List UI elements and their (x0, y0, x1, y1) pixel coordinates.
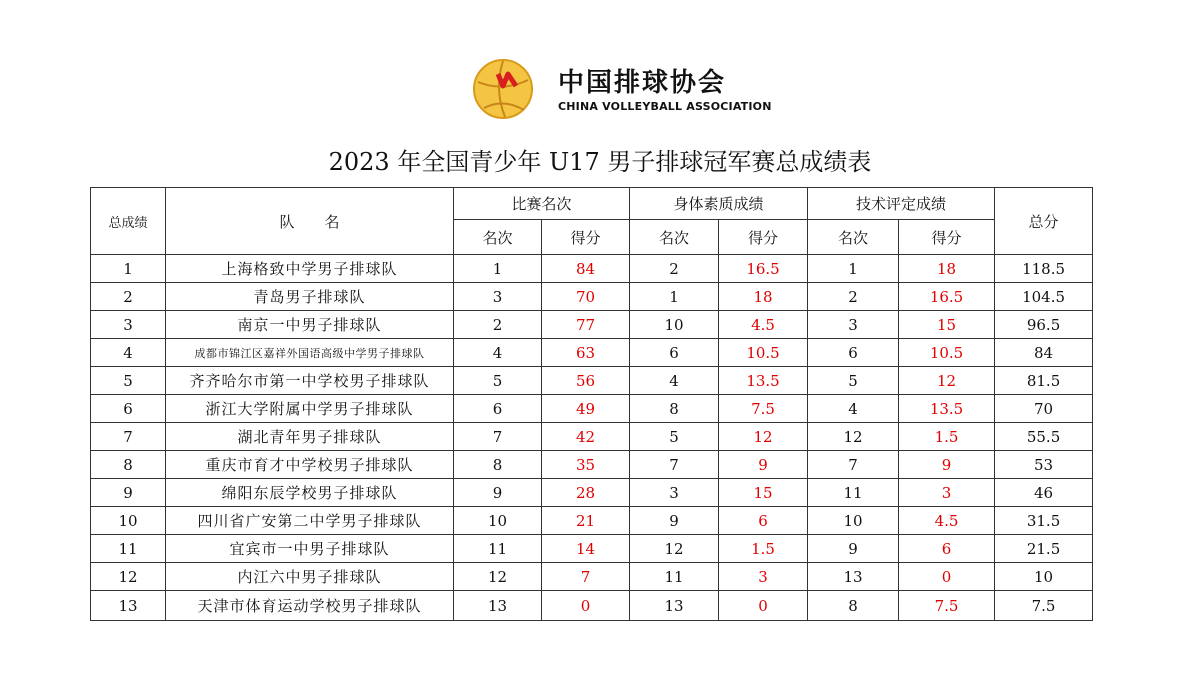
match-rank-cell: 10 (454, 507, 542, 535)
technical-points-cell: 0 (899, 563, 995, 591)
total-score-cell: 21.5 (995, 535, 1093, 563)
team-name-cell: 浙江大学附属中学男子排球队 (166, 395, 454, 423)
physical-points-cell: 13.5 (719, 367, 808, 395)
match-rank-cell: 6 (454, 395, 542, 423)
physical-points-cell: 18 (719, 283, 808, 311)
table-row (91, 507, 1093, 535)
total-score-cell: 81.5 (995, 367, 1093, 395)
technical-points-cell: 13.5 (899, 395, 995, 423)
physical-rank-cell: 9 (630, 507, 719, 535)
team-name-cell: 宜宾市一中男子排球队 (166, 535, 454, 563)
match-points-cell: 77 (542, 311, 630, 339)
table-row (91, 311, 1093, 339)
physical-points-cell: 1.5 (719, 535, 808, 563)
physical-points-cell: 10.5 (719, 339, 808, 367)
overall-rank-cell: 3 (91, 311, 166, 339)
physical-points-cell: 12 (719, 423, 808, 451)
match-points-cell: 14 (542, 535, 630, 563)
table-row (91, 591, 1093, 621)
technical-points-cell: 15 (899, 311, 995, 339)
match-rank-cell: 13 (454, 591, 542, 621)
total-score-cell: 70 (995, 395, 1093, 423)
total-score-cell: 104.5 (995, 283, 1093, 311)
logo-english-name: CHINA VOLLEYBALL ASSOCIATION (558, 100, 772, 113)
table-row (91, 367, 1093, 395)
physical-rank-cell: 2 (630, 255, 719, 283)
table-row (91, 479, 1093, 507)
overall-rank-cell: 12 (91, 563, 166, 591)
header-row-top (91, 188, 1093, 220)
physical-points-cell: 4.5 (719, 311, 808, 339)
technical-rank-cell: 13 (808, 563, 899, 591)
physical-points-cell: 0 (719, 591, 808, 621)
table-row (91, 283, 1093, 311)
table-row (91, 451, 1093, 479)
technical-rank-cell: 1 (808, 255, 899, 283)
match-rank-cell: 7 (454, 423, 542, 451)
volleyball-emblem-icon (472, 58, 534, 120)
physical-points-cell: 3 (719, 563, 808, 591)
technical-points-cell: 10.5 (899, 339, 995, 367)
team-name-cell: 齐齐哈尔市第一中学校男子排球队 (166, 367, 454, 395)
physical-points-cell: 6 (719, 507, 808, 535)
overall-rank-cell: 9 (91, 479, 166, 507)
physical-points-cell: 15 (719, 479, 808, 507)
results-table (90, 187, 1093, 621)
overall-rank-cell: 10 (91, 507, 166, 535)
overall-rank-cell: 11 (91, 535, 166, 563)
technical-points-cell: 4.5 (899, 507, 995, 535)
overall-rank-cell: 5 (91, 367, 166, 395)
match-rank-cell: 2 (454, 311, 542, 339)
physical-points-cell: 7.5 (719, 395, 808, 423)
table-row (91, 395, 1093, 423)
overall-rank-cell: 1 (91, 255, 166, 283)
match-points-cell: 84 (542, 255, 630, 283)
match-points-cell: 49 (542, 395, 630, 423)
technical-rank-cell: 10 (808, 507, 899, 535)
team-name-cell: 四川省广安第二中学男子排球队 (166, 507, 454, 535)
physical-points-cell: 9 (719, 451, 808, 479)
physical-rank-cell: 11 (630, 563, 719, 591)
team-name-cell: 重庆市育才中学校男子排球队 (166, 451, 454, 479)
match-points-cell: 7 (542, 563, 630, 591)
match-rank-cell: 12 (454, 563, 542, 591)
technical-points-cell: 7.5 (899, 591, 995, 621)
technical-rank-cell: 5 (808, 367, 899, 395)
overall-rank-cell: 7 (91, 423, 166, 451)
match-points-cell: 56 (542, 367, 630, 395)
technical-rank-cell: 12 (808, 423, 899, 451)
header-technical-rank: 名次 (808, 220, 899, 255)
physical-rank-cell: 7 (630, 451, 719, 479)
team-name-cell: 湖北青年男子排球队 (166, 423, 454, 451)
match-rank-cell: 3 (454, 283, 542, 311)
technical-points-cell: 9 (899, 451, 995, 479)
team-name-cell: 绵阳东辰学校男子排球队 (166, 479, 454, 507)
physical-rank-cell: 13 (630, 591, 719, 621)
technical-points-cell: 3 (899, 479, 995, 507)
total-score-cell: 10 (995, 563, 1093, 591)
total-score-cell: 53 (995, 451, 1093, 479)
team-name-cell: 内江六中男子排球队 (166, 563, 454, 591)
physical-rank-cell: 5 (630, 423, 719, 451)
table-row (91, 423, 1093, 451)
technical-rank-cell: 6 (808, 339, 899, 367)
header-overall-rank: 总成绩 (91, 188, 166, 255)
technical-points-cell: 16.5 (899, 283, 995, 311)
match-rank-cell: 11 (454, 535, 542, 563)
total-score-cell: 84 (995, 339, 1093, 367)
header-physical-points: 得分 (719, 220, 808, 255)
technical-points-cell: 1.5 (899, 423, 995, 451)
match-points-cell: 63 (542, 339, 630, 367)
header-team-name: 队 名 (166, 188, 454, 255)
match-rank-cell: 9 (454, 479, 542, 507)
technical-rank-cell: 9 (808, 535, 899, 563)
physical-rank-cell: 4 (630, 367, 719, 395)
match-points-cell: 28 (542, 479, 630, 507)
total-score-cell: 96.5 (995, 311, 1093, 339)
technical-rank-cell: 7 (808, 451, 899, 479)
technical-points-cell: 12 (899, 367, 995, 395)
header-technical-score: 技术评定成绩 (808, 188, 995, 220)
match-rank-cell: 4 (454, 339, 542, 367)
table-row (91, 535, 1093, 563)
total-score-cell: 46 (995, 479, 1093, 507)
match-rank-cell: 5 (454, 367, 542, 395)
total-score-cell: 31.5 (995, 507, 1093, 535)
match-points-cell: 0 (542, 591, 630, 621)
header-match-ranking: 比赛名次 (454, 188, 630, 220)
table-row (91, 563, 1093, 591)
team-name-cell: 青岛男子排球队 (166, 283, 454, 311)
match-points-cell: 21 (542, 507, 630, 535)
match-rank-cell: 1 (454, 255, 542, 283)
technical-rank-cell: 2 (808, 283, 899, 311)
header-total-score: 总分 (995, 188, 1093, 255)
technical-rank-cell: 11 (808, 479, 899, 507)
table-row (91, 339, 1093, 367)
page-title: 2023 年全国青少年 U17 男子排球冠军赛总成绩表 (328, 148, 872, 176)
header-match-points: 得分 (542, 220, 630, 255)
overall-rank-cell: 6 (91, 395, 166, 423)
total-score-cell: 118.5 (995, 255, 1093, 283)
header-physical-score: 身体素质成绩 (630, 188, 808, 220)
technical-rank-cell: 8 (808, 591, 899, 621)
total-score-cell: 7.5 (995, 591, 1093, 621)
team-name-cell: 上海格致中学男子排球队 (166, 255, 454, 283)
match-rank-cell: 8 (454, 451, 542, 479)
technical-rank-cell: 4 (808, 395, 899, 423)
physical-rank-cell: 6 (630, 339, 719, 367)
match-points-cell: 70 (542, 283, 630, 311)
header-match-rank: 名次 (454, 220, 542, 255)
physical-rank-cell: 1 (630, 283, 719, 311)
overall-rank-cell: 2 (91, 283, 166, 311)
match-points-cell: 35 (542, 451, 630, 479)
technical-points-cell: 18 (899, 255, 995, 283)
table-row (91, 255, 1093, 283)
overall-rank-cell: 13 (91, 591, 166, 621)
team-name-cell: 成都市锦江区嘉祥外国语高级中学男子排球队 (166, 339, 454, 367)
header-physical-rank: 名次 (630, 220, 719, 255)
technical-rank-cell: 3 (808, 311, 899, 339)
physical-rank-cell: 8 (630, 395, 719, 423)
overall-rank-cell: 8 (91, 451, 166, 479)
physical-rank-cell: 12 (630, 535, 719, 563)
association-logo (472, 58, 772, 120)
overall-rank-cell: 4 (91, 339, 166, 367)
total-score-cell: 55.5 (995, 423, 1093, 451)
team-name-cell: 天津市体育运动学校男子排球队 (166, 591, 454, 621)
technical-points-cell: 6 (899, 535, 995, 563)
header-technical-points: 得分 (899, 220, 995, 255)
team-name-cell: 南京一中男子排球队 (166, 311, 454, 339)
logo-chinese-name: 中国排球协会 (558, 68, 727, 98)
physical-rank-cell: 10 (630, 311, 719, 339)
match-points-cell: 42 (542, 423, 630, 451)
physical-rank-cell: 3 (630, 479, 719, 507)
physical-points-cell: 16.5 (719, 255, 808, 283)
